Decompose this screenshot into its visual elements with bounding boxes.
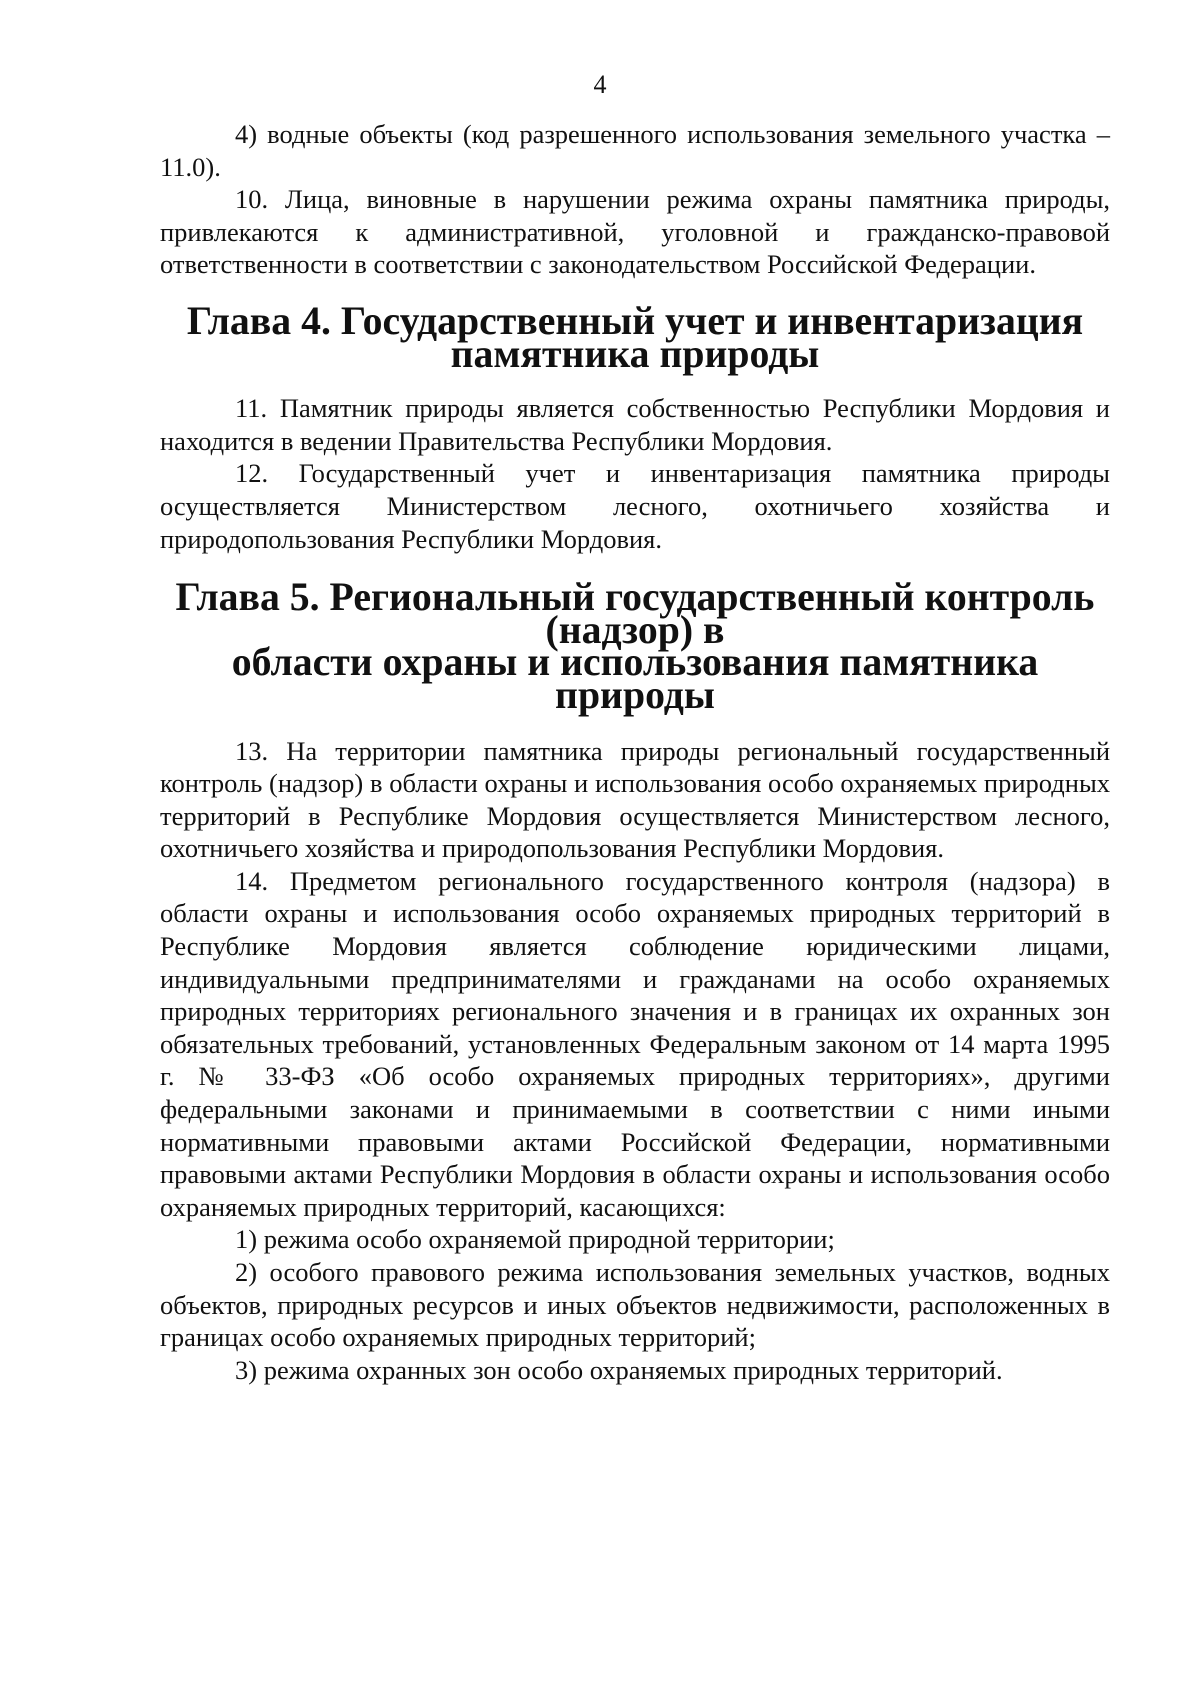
paragraph-12-state-accounting: 12. Государственный учет и инвентаризация памятника природы осуществляется Министерством лесного, охотничьего хозяйства и природопользования Республики Мордовия. — [160, 458, 1110, 554]
paragraph-10-liability: 10. Лица, виновные в нарушении режима охраны памятника природы, привлекаются к административной, уголовной и гражданско-правовой ответственности в соответствии с законодательством Российской Федерации. — [160, 184, 1110, 280]
chapter-5-title-line-1: Глава 5. Региональный государственный контроль (надзор) в — [175, 575, 1095, 652]
chapter-4-title-line-2: памятника природы — [450, 331, 820, 376]
paragraph-14-item-2: 2) особого правового режима использования земельных участков, водных объектов, природных ресурсов и иных объектов недвижимости, расположенных в границах особо охраняемых природных территорий; — [160, 1257, 1110, 1353]
document-body — [160, 118, 1110, 1386]
paragraph-14-item-3: 3) режима охранных зон особо охраняемых природных территорий. — [235, 1354, 1003, 1385]
chapter-5-heading — [160, 575, 1110, 717]
chapter-4-heading — [160, 298, 1110, 376]
chapter-5-title-line-2: области охраны и использования памятника природы — [231, 640, 1039, 717]
paragraph-14-item-1: 1) режима особо охраняемой природной территории; — [235, 1224, 835, 1255]
paragraph-14-subject-of-control: 14. Предметом регионального государственного контроля (надзора) в области охраны и использования особо охраняемых природных территорий в Республике Мордовия является соблюдение юридическими лицами, индивидуальными предпринимателями и гражданами на особо охраняемых природных территориях регионального значения и в границах их охранных зон обязательных требований, установленных Федеральным законом от 14 марта 1995 г. № 33-ФЗ «Об особо охраняемых природных территориях», другими федеральными законами и принимаемыми в соответствии с ними иными нормативными правовыми актами Российской Федерации, нормативными правовыми актами Республики Мордовия в области охраны и использования особо охраняемых природных территорий, касающихся: — [160, 865, 1110, 1222]
paragraph-13-control: 13. На территории памятника природы региональный государственный контроль (надзор) в области охраны и использования особо охраняемых природных территорий в Республике Мордовия осуществляется Министерством лесного, охотничьего хозяйства и природопользования Республики Мордовия. — [160, 735, 1110, 864]
chapter-4-title-line-1: Глава 4. Государственный учет и инвентаризация — [186, 298, 1084, 343]
page-number: 4 — [593, 70, 607, 99]
paragraph-11-ownership: 11. Памятник природы является собственностью Республики Мордовия и находится в ведении Правительства Республики Мордовия. — [160, 393, 1110, 456]
paragraph-item-4-water-objects: 4) водные объекты (код разрешенного использования земельного участка – 11.0). — [160, 119, 1110, 182]
